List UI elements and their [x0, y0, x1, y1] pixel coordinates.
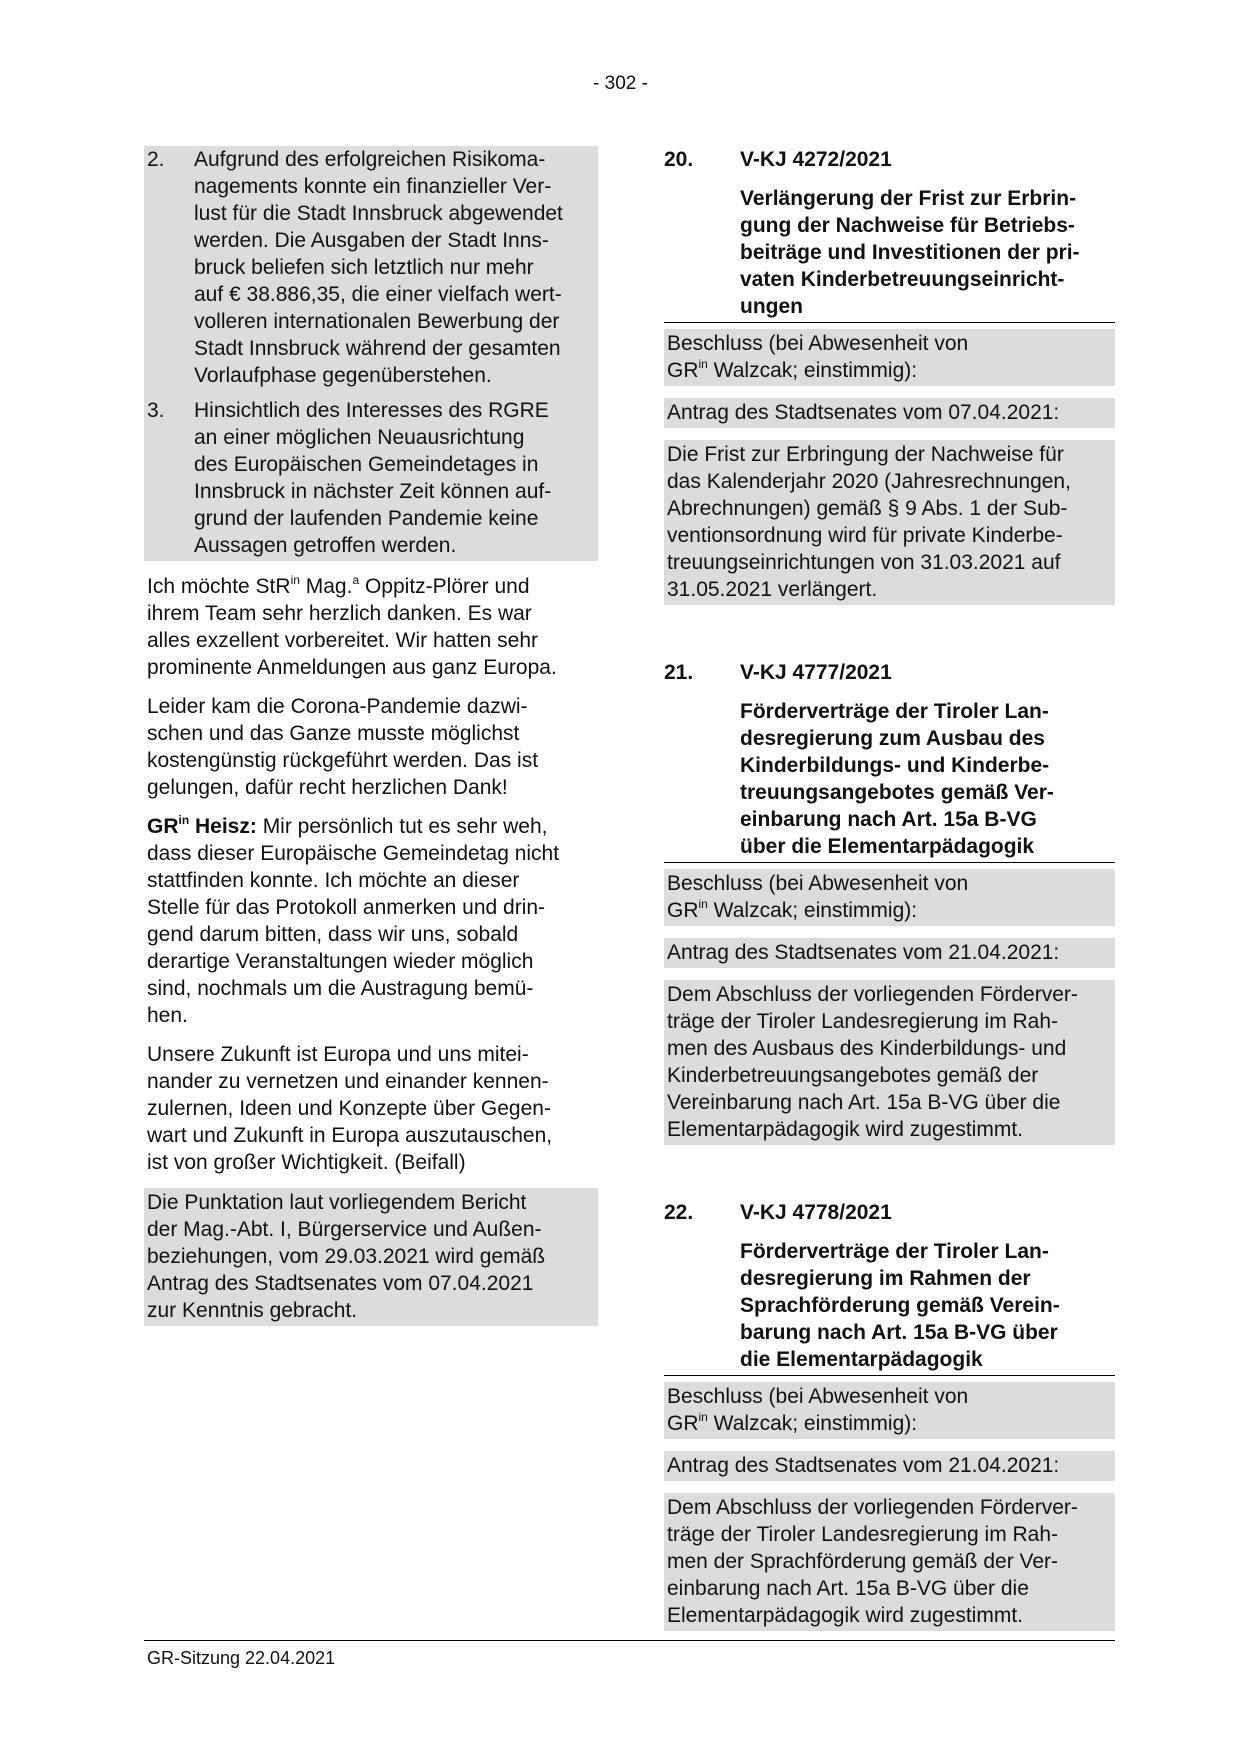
- numbered-list-box: [144, 146, 598, 561]
- agenda-item-20: [664, 146, 1115, 605]
- decision-box: Beschluss (bei Abwesenheit von $GR^{in}$ Walzcak; einstimmig):: [664, 1382, 1115, 1439]
- right-column: [664, 146, 1115, 1685]
- agenda-item-code: V-KJ 4778/2021: [740, 1201, 892, 1224]
- agenda-item-number: 21.: [664, 661, 694, 684]
- agenda-item-subject: Förderverträge der Tiroler Lan- desregierung zum Ausbau des Kinderbildungs- und Kinderbe- treuungsangebotes gemäß Ver- einbarung nach Art. 15a B-VG über die Elementarpädagogik: [740, 700, 1054, 858]
- motion-box: Antrag des Stadtsenates vom 21.04.2021:: [664, 1451, 1115, 1481]
- list-item-number: 2.: [147, 148, 165, 171]
- footer-divider: [144, 1640, 1115, 1641]
- resolution-text-box: Dem Abschluss der vorliegenden Förderver- träge der Tiroler Landesregierung im Rah- men des Ausbaus des Kinderbildungs- und Kinderbetreuungsangebotes gemäß der Vereinbarung nach Art. 15a B-VG über die Elementarpädagogik wird zugestimmt.: [664, 980, 1115, 1145]
- decision-box: Beschluss (bei Abwesenheit von $GR^{in}$ Walzcak; einstimmig):: [664, 869, 1115, 926]
- list-item-text: Hinsichtlich des Interesses des RGRE an einer möglichen Neuausrichtung des Europäischen Gemeindetages in Innsbruck in nächster Zeit können auf- grund der laufenden Pandemie keine Aussagen getroffen werden.: [194, 399, 552, 557]
- agenda-item-header: [664, 659, 1115, 686]
- agenda-item-number: 20.: [664, 148, 694, 171]
- divider: [664, 1375, 1115, 1376]
- page-number: - 302 -: [593, 73, 648, 94]
- agenda-item-22: [664, 1199, 1115, 1631]
- agenda-item-header: [664, 146, 1115, 173]
- divider: [664, 322, 1115, 323]
- divider: [664, 862, 1115, 863]
- motion-box: Antrag des Stadtsenates vom 07.04.2021:: [664, 398, 1115, 428]
- resolution-text-box: Dem Abschluss der vorliegenden Förderver- träge der Tiroler Landesregierung im Rah- men der Sprachförderung gemäß der Ver- einbarung nach Art. 15a B-VG über die Elementarpädagogik wird zugestimmt.: [664, 1493, 1115, 1631]
- agenda-item-code: V-KJ 4272/2021: [740, 148, 892, 171]
- thanks-paragraph: Ich möchte StR$^{in}$ Mag.$^a$ Oppitz-Plörer und ihrem Team sehr herzlich danken. Es war alles exzellent vorbereitet. Wir hatten sehr prominente Anmeldungen aus ganz Europa.: [147, 573, 557, 679]
- decision-box: Beschluss (bei Abwesenheit von $GR^{in}$ Walzcak; einstimmig):: [664, 329, 1115, 386]
- list-item: [147, 146, 596, 389]
- agenda-item-number: 22.: [664, 1201, 694, 1224]
- resolution-box: Die Punktation laut vorliegendem Bericht der Mag.-Abt. I, Bürgerservice und Außen- beziehungen, vom 29.03.2021 wird gemäß Antrag des Stadtsenates vom 07.04.2021 zur Kenntnis gebracht.: [144, 1188, 598, 1326]
- agenda-item-subject: Verlängerung der Frist zur Erbrin- gung der Nachweise für Betriebs- beiträge und Investitionen der pri- vaten Kinderbetreuungseinricht- ungen: [740, 187, 1080, 318]
- agenda-item-code: V-KJ 4777/2021: [740, 661, 892, 684]
- agenda-item-header: [664, 1199, 1115, 1226]
- pandemic-paragraph: Leider kam die Corona-Pandemie dazwi- schen und das Ganze musste möglichst kostengünstig rückgeführt werden. Das ist gelungen, dafür recht herzlichen Dank!: [147, 695, 539, 799]
- list-item-number: 3.: [147, 399, 165, 422]
- speaker-name: $GR^{in}$ Heisz:: [147, 813, 257, 838]
- speaker-paragraph: $GR^{in}$ Heisz: Mir persönlich tut es sehr weh, dass dieser Europäische Gemeindetag nicht stattfinden konnte. Ich möchte an dieser Stelle für das Protokoll anmerken und drin- gend darum bitten, dass wir uns, sobald derartige Veranstaltungen wieder möglich sind, nochmals um die Austragung bemü- hen.: [147, 813, 560, 1027]
- europe-paragraph: Unsere Zukunft ist Europa und uns mitei- nander zu vernetzen und einander kennen- zulernen, Ideen und Konzepte über Gegen- wart und Zukunft in Europa auszutauschen, ist von großer Wichtigkeit. (Beifall): [147, 1043, 553, 1174]
- list-item: [147, 397, 596, 559]
- list-item-text: Aufgrund des erfolgreichen Risikoma- nagements konnte ein finanzieller Ver- lust für die Stadt Innsbruck abgewendet werden. Die Ausgaben der Stadt Inns- bruck beliefen sich letztlich nur mehr auf € 38.886,35, die einer vielfach wert- volleren internationalen Bewerbung der Stadt Innsbruck während der gesamten Vorlaufphase gegenüberstehen.: [194, 148, 563, 387]
- agenda-item-21: [664, 659, 1115, 1145]
- resolution-text-box: Die Frist zur Erbringung der Nachweise für das Kalenderjahr 2020 (Jahresrechnungen, Abrechnungen) gemäß § 9 Abs. 1 der Sub- ventionsordnung wird für private Kinderbe- treuungseinrichtungen von 31.03.2021 auf 31.05.2021 verlängert.: [664, 440, 1115, 605]
- agenda-item-subject: Förderverträge der Tiroler Lan- desregierung im Rahmen der Sprachförderung gemäß Verein- barung nach Art. 15a B-VG über die Elementarpädagogik: [740, 1240, 1060, 1371]
- motion-box: Antrag des Stadtsenates vom 21.04.2021:: [664, 938, 1115, 968]
- left-column: [144, 146, 598, 1338]
- footer-text: GR-Sitzung 22.04.2021: [147, 1648, 336, 1668]
